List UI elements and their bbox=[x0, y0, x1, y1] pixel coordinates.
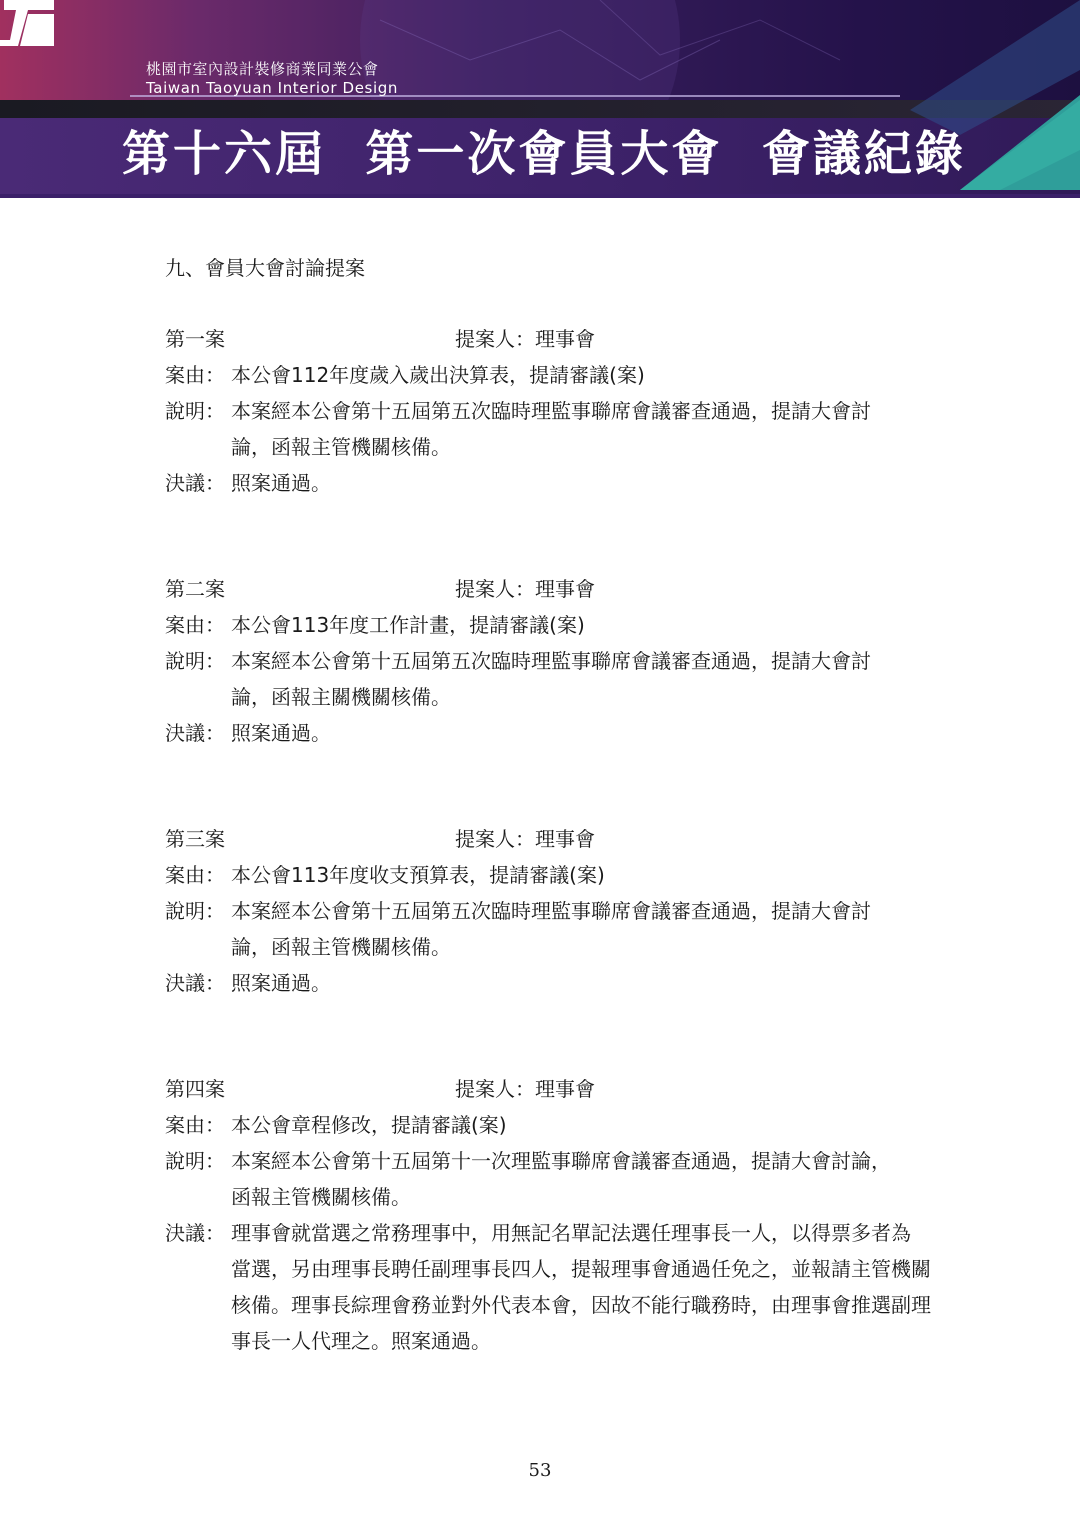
reason-row bbox=[165, 357, 995, 393]
case-number: 第三案 bbox=[165, 827, 225, 851]
case-number: 第一案 bbox=[165, 327, 225, 351]
org-name-chinese: 桃園市室內設計裝修商業同業公會 bbox=[146, 60, 379, 78]
explanation-line: 本案經本公會第十五屆第五次臨時理監事聯席會議審查通過，提請大會討 bbox=[231, 399, 871, 423]
proposer: 提案人：理事會 bbox=[455, 827, 595, 851]
page-title: 第十六屆 第一次會員大會 會議紀錄 bbox=[122, 126, 966, 182]
resolution-line: 理事會就當選之常務理事中，用無記名單記法選任理事長一人，以得票多者為 bbox=[231, 1221, 911, 1245]
explanation-line: 本案經本公會第十五屆第十一次理監事聯席會議審查通過，提請大會討論， bbox=[231, 1149, 891, 1173]
proposal-header bbox=[165, 821, 995, 857]
proposer: 提案人：理事會 bbox=[455, 327, 595, 351]
proposal-1 bbox=[165, 321, 995, 501]
explanation-line: 論，函報主管機關核備。 bbox=[231, 935, 451, 959]
resolution-row bbox=[165, 465, 995, 501]
proposer: 提案人：理事會 bbox=[455, 1077, 595, 1101]
explanation-line: 函報主管機關核備。 bbox=[231, 1185, 411, 1209]
reason-text: 本公會章程修改，提請審議(案) bbox=[231, 1113, 507, 1137]
explanation-row bbox=[165, 1143, 995, 1215]
explanation-row bbox=[165, 893, 995, 965]
explanation-row bbox=[165, 393, 995, 465]
association-logo-icon bbox=[0, 0, 54, 46]
resolution-label: 決議： bbox=[165, 971, 225, 995]
header-banner bbox=[0, 0, 1080, 198]
section-heading: 九、會員大會討論提案 bbox=[165, 256, 365, 280]
resolution-row bbox=[165, 1215, 995, 1359]
reason-label: 案由： bbox=[165, 1113, 225, 1137]
reason-row bbox=[165, 607, 995, 643]
resolution-line: 照案通過。 bbox=[231, 471, 331, 495]
reason-label: 案由： bbox=[165, 363, 225, 387]
explanation-line: 本案經本公會第十五屆第五次臨時理監事聯席會議審查通過，提請大會討 bbox=[231, 649, 871, 673]
explanation-line: 論，函報主關機關核備。 bbox=[231, 685, 451, 709]
resolution-line: 事長一人代理之。照案通過。 bbox=[231, 1329, 491, 1353]
proposal-header bbox=[165, 571, 995, 607]
reason-text: 本公會112年度歲入歲出決算表，提請審議(案) bbox=[231, 363, 645, 387]
explanation-line: 論，函報主管機關核備。 bbox=[231, 435, 451, 459]
proposer: 提案人：理事會 bbox=[455, 577, 595, 601]
resolution-row bbox=[165, 715, 995, 751]
resolution-line: 照案通過。 bbox=[231, 721, 331, 745]
proposal-header bbox=[165, 321, 995, 357]
reason-label: 案由： bbox=[165, 613, 225, 637]
proposal-header bbox=[165, 1071, 995, 1107]
resolution-line: 核備。理事長綜理會務並對外代表本會，因故不能行職務時，由理事會推選副理 bbox=[231, 1293, 931, 1317]
explanation-row bbox=[165, 643, 995, 715]
resolution-label: 決議： bbox=[165, 471, 225, 495]
reason-text: 本公會113年度收支預算表，提請審議(案) bbox=[231, 863, 605, 887]
resolution-label: 決議： bbox=[165, 1221, 225, 1245]
document-body bbox=[165, 250, 995, 1359]
explanation-label: 說明： bbox=[165, 899, 225, 923]
resolution-line: 當選，另由理事長聘任副理事長四人，提報理事會通過任免之，並報請主管機關 bbox=[231, 1257, 931, 1281]
explanation-label: 說明： bbox=[165, 1149, 225, 1173]
case-number: 第四案 bbox=[165, 1077, 225, 1101]
page-number: 53 bbox=[528, 1460, 552, 1481]
proposal-4 bbox=[165, 1071, 995, 1359]
resolution-label: 決議： bbox=[165, 721, 225, 745]
org-name-english: Taiwan Taoyuan Interior Design bbox=[146, 79, 398, 97]
reason-row bbox=[165, 1107, 995, 1143]
reason-row bbox=[165, 857, 995, 893]
proposal-2 bbox=[165, 571, 995, 751]
resolution-row bbox=[165, 965, 995, 1001]
reason-label: 案由： bbox=[165, 863, 225, 887]
explanation-line: 本案經本公會第十五屆第五次臨時理監事聯席會議審查通過，提請大會討 bbox=[231, 899, 871, 923]
explanation-label: 說明： bbox=[165, 649, 225, 673]
explanation-label: 說明： bbox=[165, 399, 225, 423]
resolution-line: 照案通過。 bbox=[231, 971, 331, 995]
proposal-3 bbox=[165, 821, 995, 1001]
case-number: 第二案 bbox=[165, 577, 225, 601]
reason-text: 本公會113年度工作計畫，提請審議(案) bbox=[231, 613, 585, 637]
